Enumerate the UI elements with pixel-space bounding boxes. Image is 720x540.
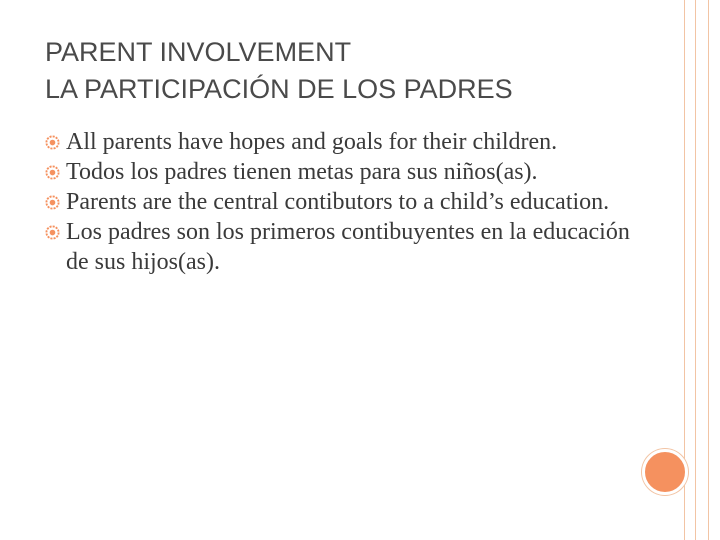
bullet-list <box>45 127 645 277</box>
bullet-text: Todos los padres tienen metas para sus niños(as). <box>66 159 538 185</box>
sun-gear-icon <box>45 135 60 150</box>
bullet-text: Los padres son los primeros contibuyentes en la educación de sus hijos(as). <box>66 219 630 275</box>
decorative-rule <box>708 0 709 540</box>
bullet-text: All parents have hopes and goals for their children. <box>66 129 558 155</box>
title-line-spanish: LA PARTICIPACIÓN DE LOS PADRES <box>45 74 513 104</box>
bullet-text: Parents are the central contibutors to a child’s education. <box>66 189 610 215</box>
decorative-circle-icon <box>642 449 688 495</box>
sun-gear-icon <box>45 225 60 240</box>
bullet-item <box>45 127 645 157</box>
bullet-item <box>45 187 645 217</box>
sun-gear-icon <box>45 195 60 210</box>
bullet-item <box>45 217 645 277</box>
slide-title <box>45 34 513 108</box>
sun-gear-icon <box>45 165 60 180</box>
bullet-item <box>45 157 645 187</box>
title-line-english: PARENT INVOLVEMENT <box>45 37 352 67</box>
decorative-rule <box>695 0 696 540</box>
